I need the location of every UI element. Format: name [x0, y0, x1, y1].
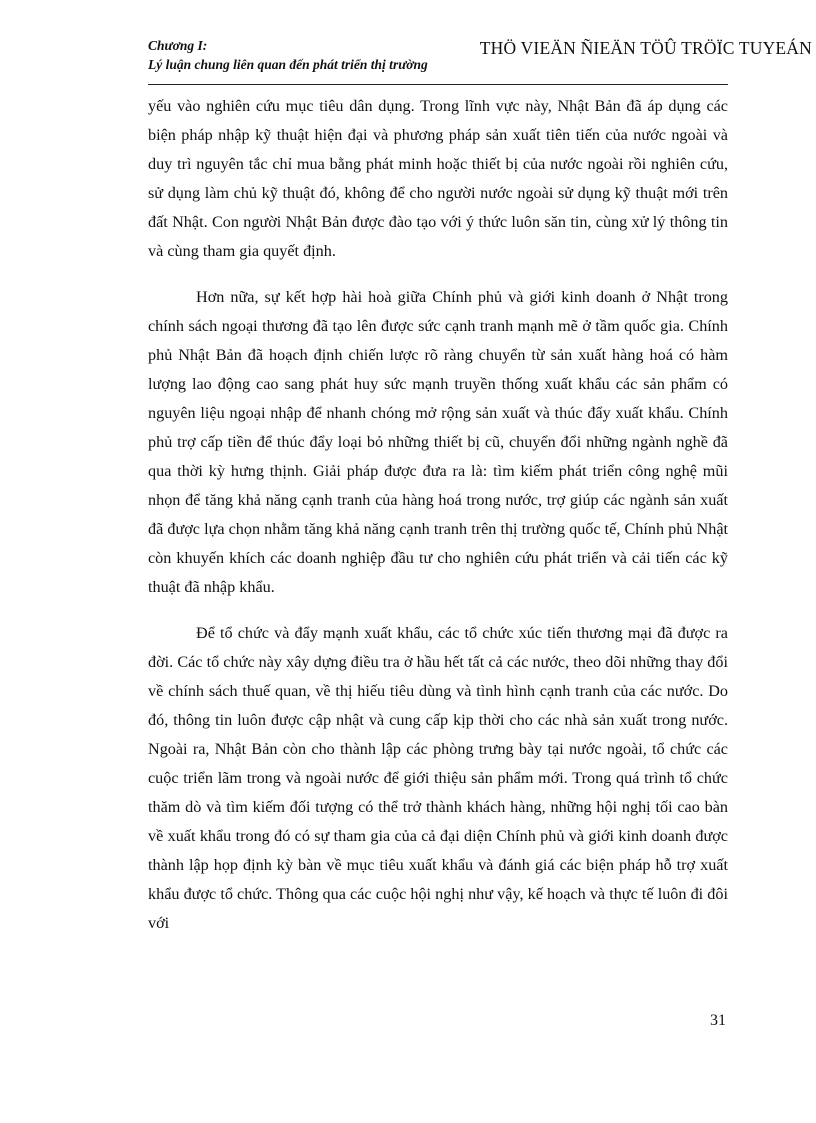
- chapter-subtitle: Lý luận chung liên quan đến phát triển thị trường: [148, 57, 428, 72]
- chapter-label: Chương I:: [148, 38, 208, 53]
- chapter-heading: [148, 36, 428, 74]
- paragraph-3: Để tổ chức và đẩy mạnh xuất khẩu, các tổ chức xúc tiến thương mại đã được ra đời. Các tổ chức này xây dựng điều tra ở hầu hết tất cả các nước, theo dõi những thay đổi về chính sách thuế quan, về thị hiếu tiêu dùng và tình hình cạnh tranh của các nước. Do đó, thông tin luôn được cập nhật và cung cấp kịp thời cho các nhà sản xuất trong nước. Ngoài ra, Nhật Bản còn cho thành lập các phòng trưng bày tại nước ngoài, tổ chức các cuộc triển lãm trong và ngoài nước để giới thiệu sản phẩm mới. Trong quá trình tổ chức thăm dò và tìm kiếm đối tượng có thể trở thành khách hàng, những hội nghị tối cao bàn về xuất khẩu trong đó có sự tham gia của cả đại diện Chính phủ và giới kinh doanh được thành lập họp định kỳ bàn về mục tiêu xuất khẩu và đánh giá các biện pháp hỗ trợ xuất khẩu được tổ chức. Thông qua các cuộc hội nghị như vậy, kế hoạch và thực tế luôn đi đôi với: [148, 624, 728, 932]
- library-watermark-text: THÖ VIEÄN ÑIEÄN TÖÛ TRÖÏC TUYEÁN: [479, 38, 812, 58]
- page-number: 31: [710, 1012, 726, 1029]
- paragraph-2: Hơn nữa, sự kết hợp hài hoà giữa Chính phủ và giới kinh doanh ở Nhật trong chính sách ngoại thương đã tạo lên được sức cạnh tranh mạnh mẽ ở tầm quốc gia. Chính phủ Nhật Bản đã hoạch định chiến lược rõ ràng chuyển từ sản xuất hàng hoá có hàm lượng lao động cao sang phát huy sức mạnh truyền thống xuất khẩu các sản phẩm có nguyên liệu ngoại nhập để nhanh chóng mở rộng sản xuất và thúc đẩy xuất khẩu. Chính phủ trợ cấp tiền để thúc đẩy loại bỏ những thiết bị cũ, chuyển đổi những ngành nghề đã qua thời kỳ hưng thịnh. Giải pháp được đưa ra là: tìm kiếm phát triển công nghệ mũi nhọn để tăng khả năng cạnh tranh của hàng hoá trong nước, trợ giúp các ngành sản xuất đã được lựa chọn nhằm tăng khả năng cạnh tranh trên thị trường quốc tế, Chính phủ Nhật còn khuyến khích các doanh nghiệp đầu tư cho nghiên cứu phát triển và cải tiến các kỹ thuật đã nhập khẩu.: [148, 288, 728, 596]
- header-divider: [148, 84, 728, 85]
- paragraph-1: yếu vào nghiên cứu mục tiêu dân dụng. Trong lĩnh vực này, Nhật Bản đã áp dụng các biện pháp nhập kỹ thuật hiện đại và phương pháp sản xuất tiên tiến của nước ngoài và duy trì nguyên tắc chỉ mua bằng phát minh hoặc thiết bị của nước ngoài rồi nghiên cứu, sử dụng làm chủ kỹ thuật đó, không để cho người nước ngoài sử dụng kỹ thuật mới trên đất Nhật. Con người Nhật Bản được đào tạo với ý thức luôn săn tin, cùng xử lý thông tin và cùng tham gia quyết định.: [148, 97, 728, 260]
- body-text: [148, 92, 728, 938]
- page-header: [148, 36, 812, 88]
